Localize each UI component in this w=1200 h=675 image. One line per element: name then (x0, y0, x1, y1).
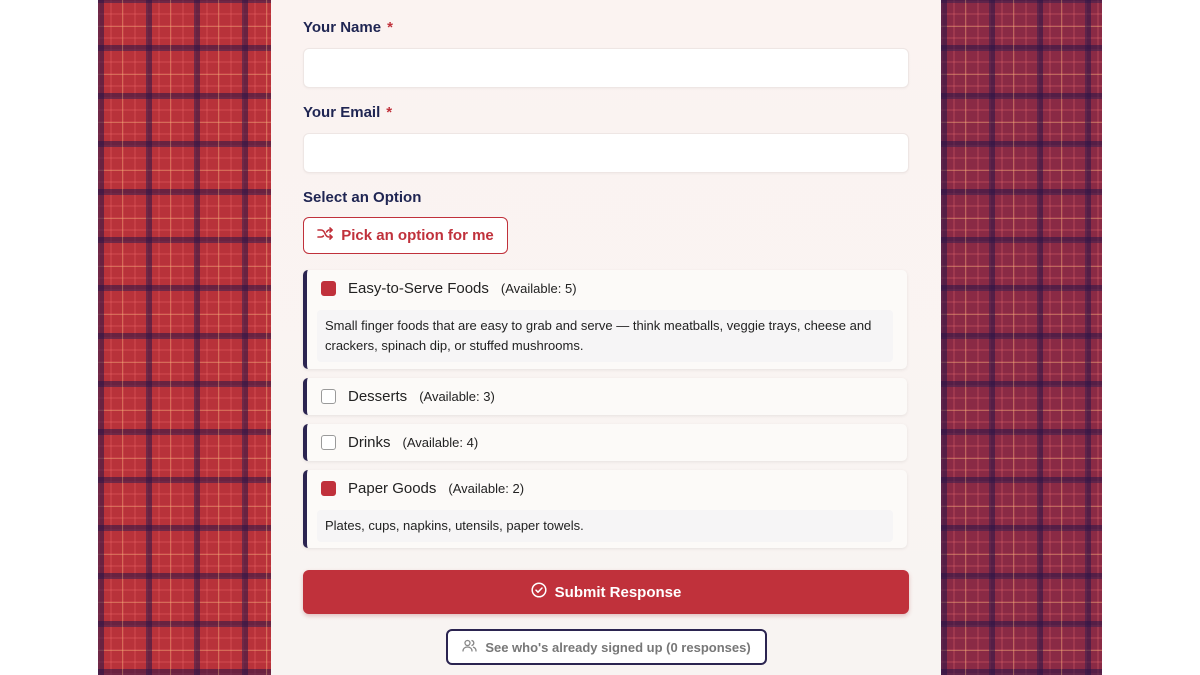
email-label (303, 104, 392, 121)
see-signups-button[interactable] (446, 629, 767, 665)
signup-form-card (271, 0, 941, 675)
required-marker: * (387, 19, 393, 36)
option-paper-goods[interactable] (303, 470, 907, 548)
submit-button[interactable] (303, 570, 909, 614)
option-name: Desserts (348, 388, 408, 405)
pick-option-button[interactable] (303, 217, 508, 254)
option-name: Paper Goods (348, 480, 437, 497)
option-name: Easy-to-Serve Foods (348, 280, 489, 297)
option-availability: (Available: 2) (448, 481, 525, 496)
page-margin-right (1102, 0, 1200, 675)
see-signups-label: See who's already signed up (0 responses) (485, 639, 751, 655)
option-description: Plates, cups, napkins, utensils, paper towels. (317, 510, 893, 542)
email-label-text: Your Email (303, 104, 381, 121)
option-description: Small finger foods that are easy to grab and serve — think meatballs, veggie trays, cheese and crackers, spinach dip, or stuffed mushrooms. (317, 310, 893, 362)
submit-label: Submit Response (554, 583, 682, 601)
checkbox-unchecked[interactable] (321, 435, 336, 450)
select-option-label: Select an Option (303, 189, 422, 206)
option-availability: (Available: 5) (500, 281, 577, 296)
option-availability: (Available: 4) (402, 435, 479, 450)
checkbox-unchecked[interactable] (321, 389, 336, 404)
name-input[interactable] (303, 48, 909, 88)
plaid-background-right (941, 0, 1102, 675)
option-name: Drinks (348, 434, 391, 451)
option-drinks[interactable] (303, 424, 907, 461)
name-label-text: Your Name (303, 19, 382, 36)
option-easy-to-serve-foods[interactable] (303, 270, 907, 369)
shuffle-icon (317, 227, 333, 245)
required-marker: * (386, 104, 393, 121)
checkbox-checked[interactable] (321, 281, 336, 296)
checkbox-checked[interactable] (321, 481, 336, 496)
option-availability: (Available: 3) (419, 389, 495, 404)
plaid-background-left (98, 0, 271, 675)
pick-option-label: Pick an option for me (341, 227, 494, 244)
option-desserts[interactable] (303, 378, 907, 415)
email-input[interactable] (303, 133, 909, 173)
check-circle-icon (531, 582, 547, 602)
users-icon (462, 639, 477, 655)
page-margin-left (0, 0, 98, 675)
name-label (303, 19, 393, 36)
